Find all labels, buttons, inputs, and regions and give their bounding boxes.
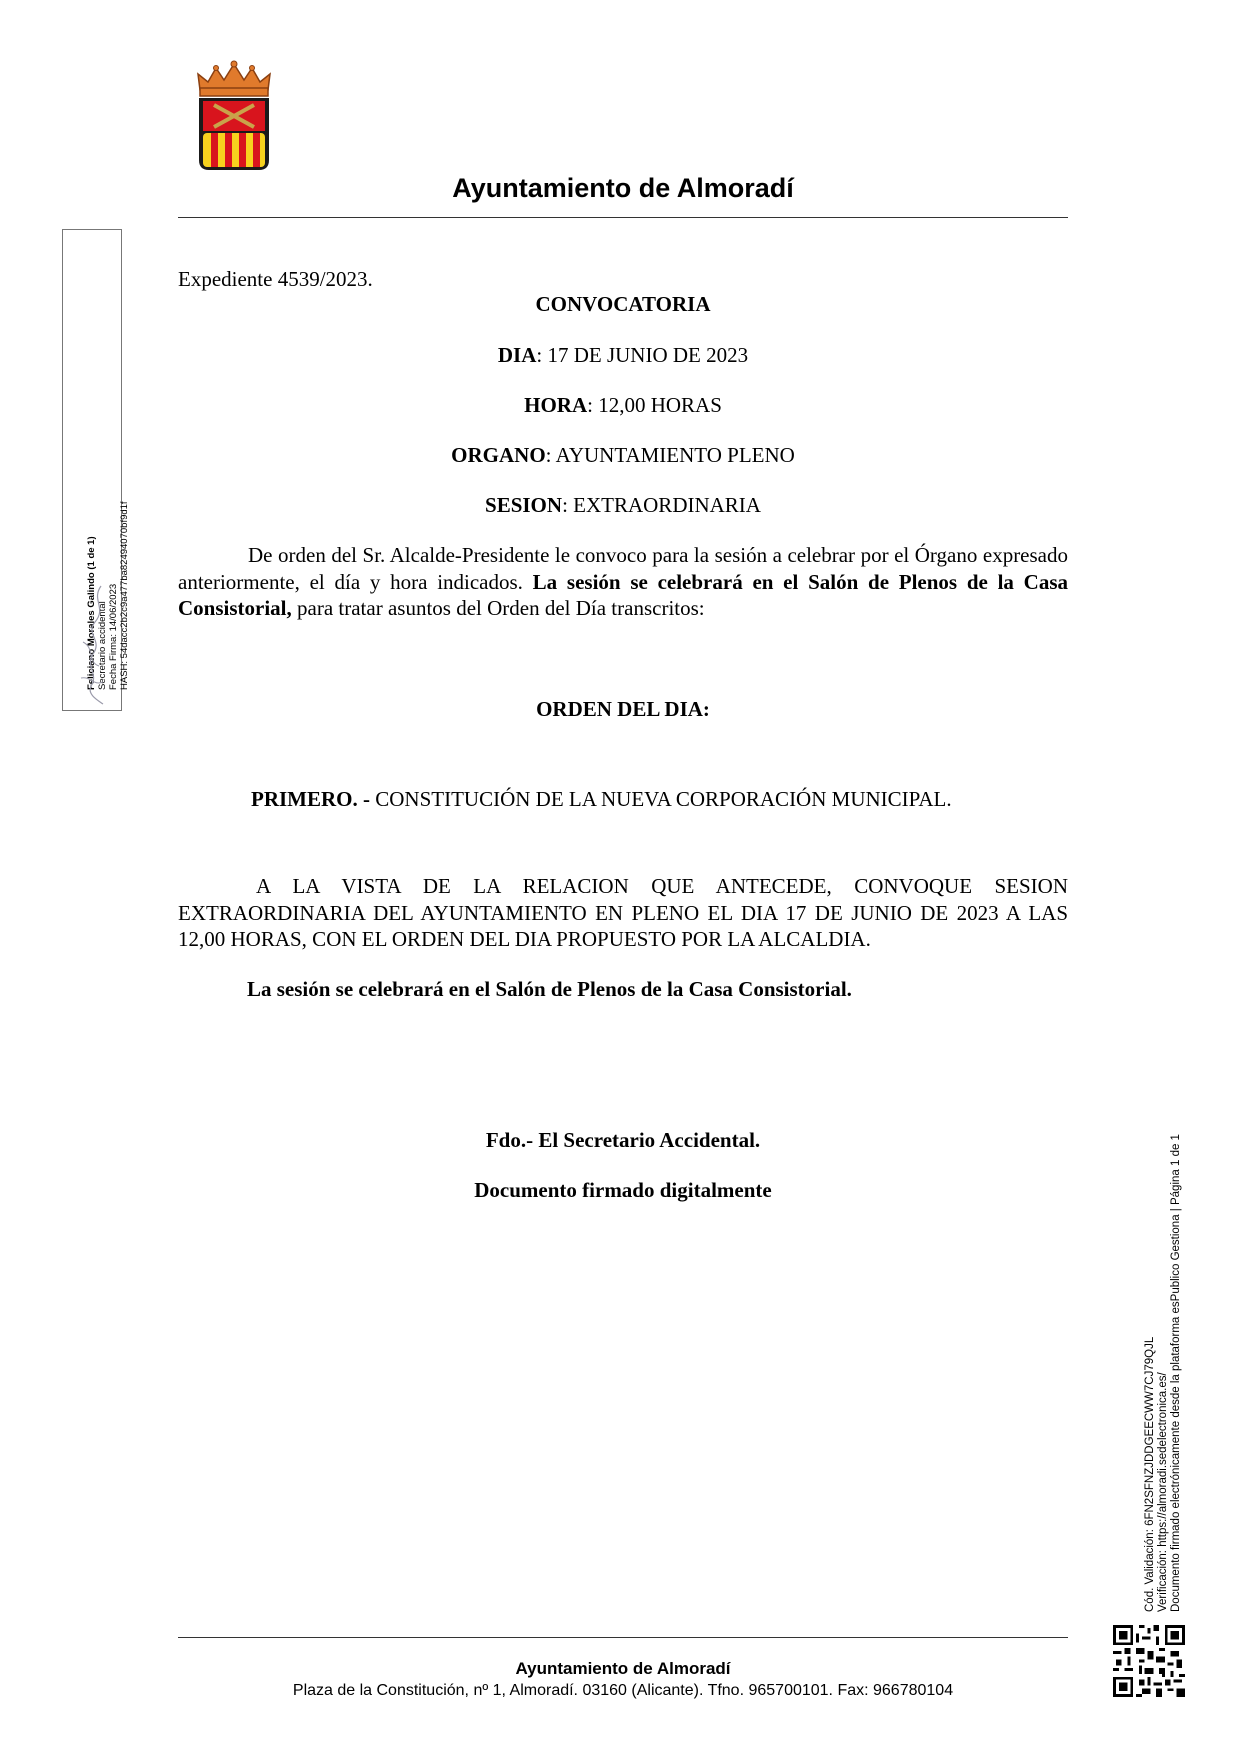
handwritten-signature-icon [73,582,113,707]
time-label: HORA [524,393,588,417]
meeting-time [178,393,1068,418]
agenda-item [251,787,952,812]
signer-name: Feliciano Morales Galindo (1 de 1) [86,536,97,690]
intro-text-end: para tratar asuntos del Orden del Día transcritos: [291,596,705,620]
header-divider [178,217,1068,218]
validation-info [1144,1092,1183,1612]
time-value: : 12,00 HORAS [587,393,722,417]
meeting-date [178,343,1068,368]
signature-hash: HASH: 54dacc2b2c9a477ba82494070bf9d1f [119,501,130,690]
agenda-item-label: PRIMERO. - [251,787,370,811]
validation-code: Cód. Validación: 6FN2SFNZJDDGEECWW7CJ79QJL [1144,1336,1156,1612]
venue-note: La sesión se celebrará en el Salón de Plenos de la Casa Consistorial. [247,977,852,1001]
document-title: CONVOCATORIA [535,292,711,316]
signer-role: Secretario accidental [97,601,108,690]
agenda-title: ORDEN DEL DIA: [536,697,710,721]
meeting-body [178,443,1068,468]
date-value: : 17 DE JUNIO DE 2023 [536,343,749,367]
intro-text: De orden del Sr. Alcalde-Presidente le convoco para la sesión a celebrar por el Órgano expresado anteriormente, el día y hora indicados. [178,543,1068,594]
signature-stamp [62,229,130,711]
resolution-paragraph [178,873,1068,953]
date-label: DIA [497,343,537,367]
session-value: : EXTRAORDINARIA [562,493,761,517]
session-label: SESION [485,493,563,517]
session-type [178,493,1068,518]
footer-divider [178,1637,1068,1638]
intro-paragraph [178,542,1068,622]
footer-address: Plaza de la Constitución, nº 1, Almoradí. 03160 (Alicante). Tfno. 965700101. Fax: 966780104 [292,1682,954,1699]
intro-venue: La sesión se celebrará en el Salón de Plenos de la Casa Consistorial, [178,569,1068,620]
digital-signature-note: Documento firmado digitalmente [474,1178,772,1202]
municipal-crest-icon [194,60,274,172]
header-title: Ayuntamiento de Almoradí [452,173,794,203]
body-label: ORGANO [451,443,546,467]
validation-platform: Documento firmado electrónicamente desde la plataforma esPublico Gestiona | Página 1 de 1 [1170,1134,1182,1612]
validation-url: Verificación: https://almoradi.sedelectronica.es/ [1157,1372,1169,1612]
body-value: : AYUNTAMIENTO PLENO [545,443,795,467]
footer-org-name: Ayuntamiento de Almoradí [515,1659,731,1678]
qr-code-icon[interactable] [1113,1625,1185,1697]
signature-date: Fecha Firma: 14/06/2023 [108,583,119,690]
signed-by: Fdo.- El Secretario Accidental. [485,1128,761,1152]
file-number: Expediente 4539/2023. [178,267,373,291]
agenda-item-text: CONSTITUCIÓN DE LA NUEVA CORPORACIÓN MUNICIPAL. [370,787,952,811]
resolution-text: A LA VISTA DE LA RELACION QUE ANTECEDE, CONVOQUE SESION EXTRAORDINARIA DEL AYUNTAMIENTO EN PLENO EL DIA 17 DE JUNIO DE 2023 A LAS 12,00 HORAS, CON EL ORDEN DEL DIA PROPUESTO POR LA ALCALDIA. [178,874,1068,951]
